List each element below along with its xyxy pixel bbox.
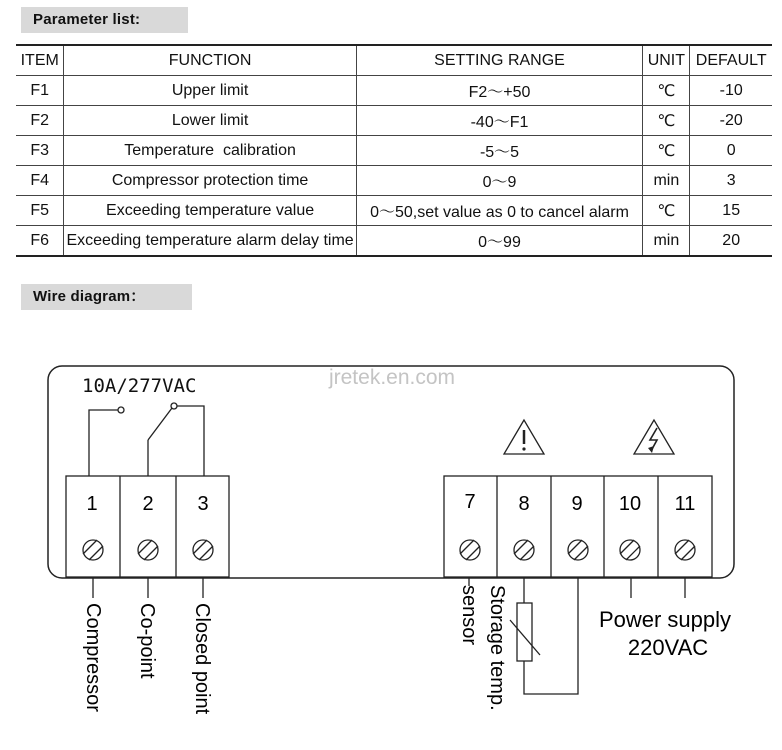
cell-default: 20 [690,226,772,257]
terminal-number: 3 [197,493,209,515]
cell-function: Exceeding temperature value [64,196,356,226]
relay-rating: 10A/277VAC [82,375,197,397]
cell-item: F4 [16,166,64,196]
relay-contact-symbol [89,403,204,476]
cell-range: -5～5 [356,136,643,166]
screw-icon [568,540,588,560]
wire-diagram-heading: Wire diagram： [21,284,192,310]
terminal-number: 2 [142,493,154,515]
terminal-number: 8 [518,493,530,515]
cell-unit: ℃ [643,76,690,106]
electric-hazard-icon [634,420,674,454]
col-setting-range: SETTING RANGE [356,45,643,76]
col-unit: UNIT [643,45,690,76]
power-supply-label: Power supply [598,607,732,632]
screw-icon [514,540,534,560]
cell-unit: min [643,166,690,196]
cell-item: F6 [16,226,64,257]
power-voltage-label: 220VAC [627,635,709,660]
cell-function: Upper limit [64,76,356,106]
cell-item: F1 [16,76,64,106]
screw-icon [675,540,695,560]
terminal-block-right [444,476,712,577]
terminal-number: 10 [618,493,642,515]
cell-default: 3 [690,166,772,196]
storage-temp-label: Storage temp. [486,585,508,711]
cell-default: -10 [690,76,772,106]
cell-unit: min [643,226,690,257]
screw-icon [83,540,103,560]
compressor-label: Compressor [82,603,104,712]
screw-icon [138,540,158,560]
cell-item: F2 [16,106,64,136]
cell-unit: ℃ [643,196,690,226]
terminal-number: 9 [571,493,583,515]
col-function: FUNCTION [64,45,356,76]
cell-range: 0～9 [356,166,643,196]
cell-function: Temperature calibration [64,136,356,166]
cell-range: 0～99 [356,226,643,257]
watermark: jretek.en.com [328,366,456,389]
cell-default: 0 [690,136,772,166]
cell-item: F5 [16,196,64,226]
cell-default: 15 [690,196,772,226]
cell-default: -20 [690,106,772,136]
cell-range: -40～F1 [356,106,643,136]
co-point-label: Co-point [136,603,158,679]
cell-item: F3 [16,136,64,166]
col-item: ITEM [16,45,64,76]
terminal-number: 11 [674,493,696,515]
terminal-number: 1 [86,493,98,515]
cell-range: F2～+50 [356,76,643,106]
cell-unit: ℃ [643,136,690,166]
cell-range: 0～50,set value as 0 to cancel alarm [356,196,643,226]
screw-icon [620,540,640,560]
cell-function: Exceeding temperature alarm delay time [64,226,356,257]
parameter-list-heading: Parameter list: [21,7,188,33]
col-default: DEFAULT [690,45,772,76]
screw-icon [193,540,213,560]
screw-icon [460,540,480,560]
exclamation-warning-icon [504,420,544,454]
terminal-number: 7 [464,491,476,513]
sensor-label: sensor [458,585,480,646]
terminal-leads [93,577,685,694]
cell-function: Lower limit [64,106,356,136]
closed-point-label: Closed point [191,603,213,715]
cell-function: Compressor protection time [64,166,356,196]
terminal-block-left [66,476,229,577]
cell-unit: ℃ [643,106,690,136]
